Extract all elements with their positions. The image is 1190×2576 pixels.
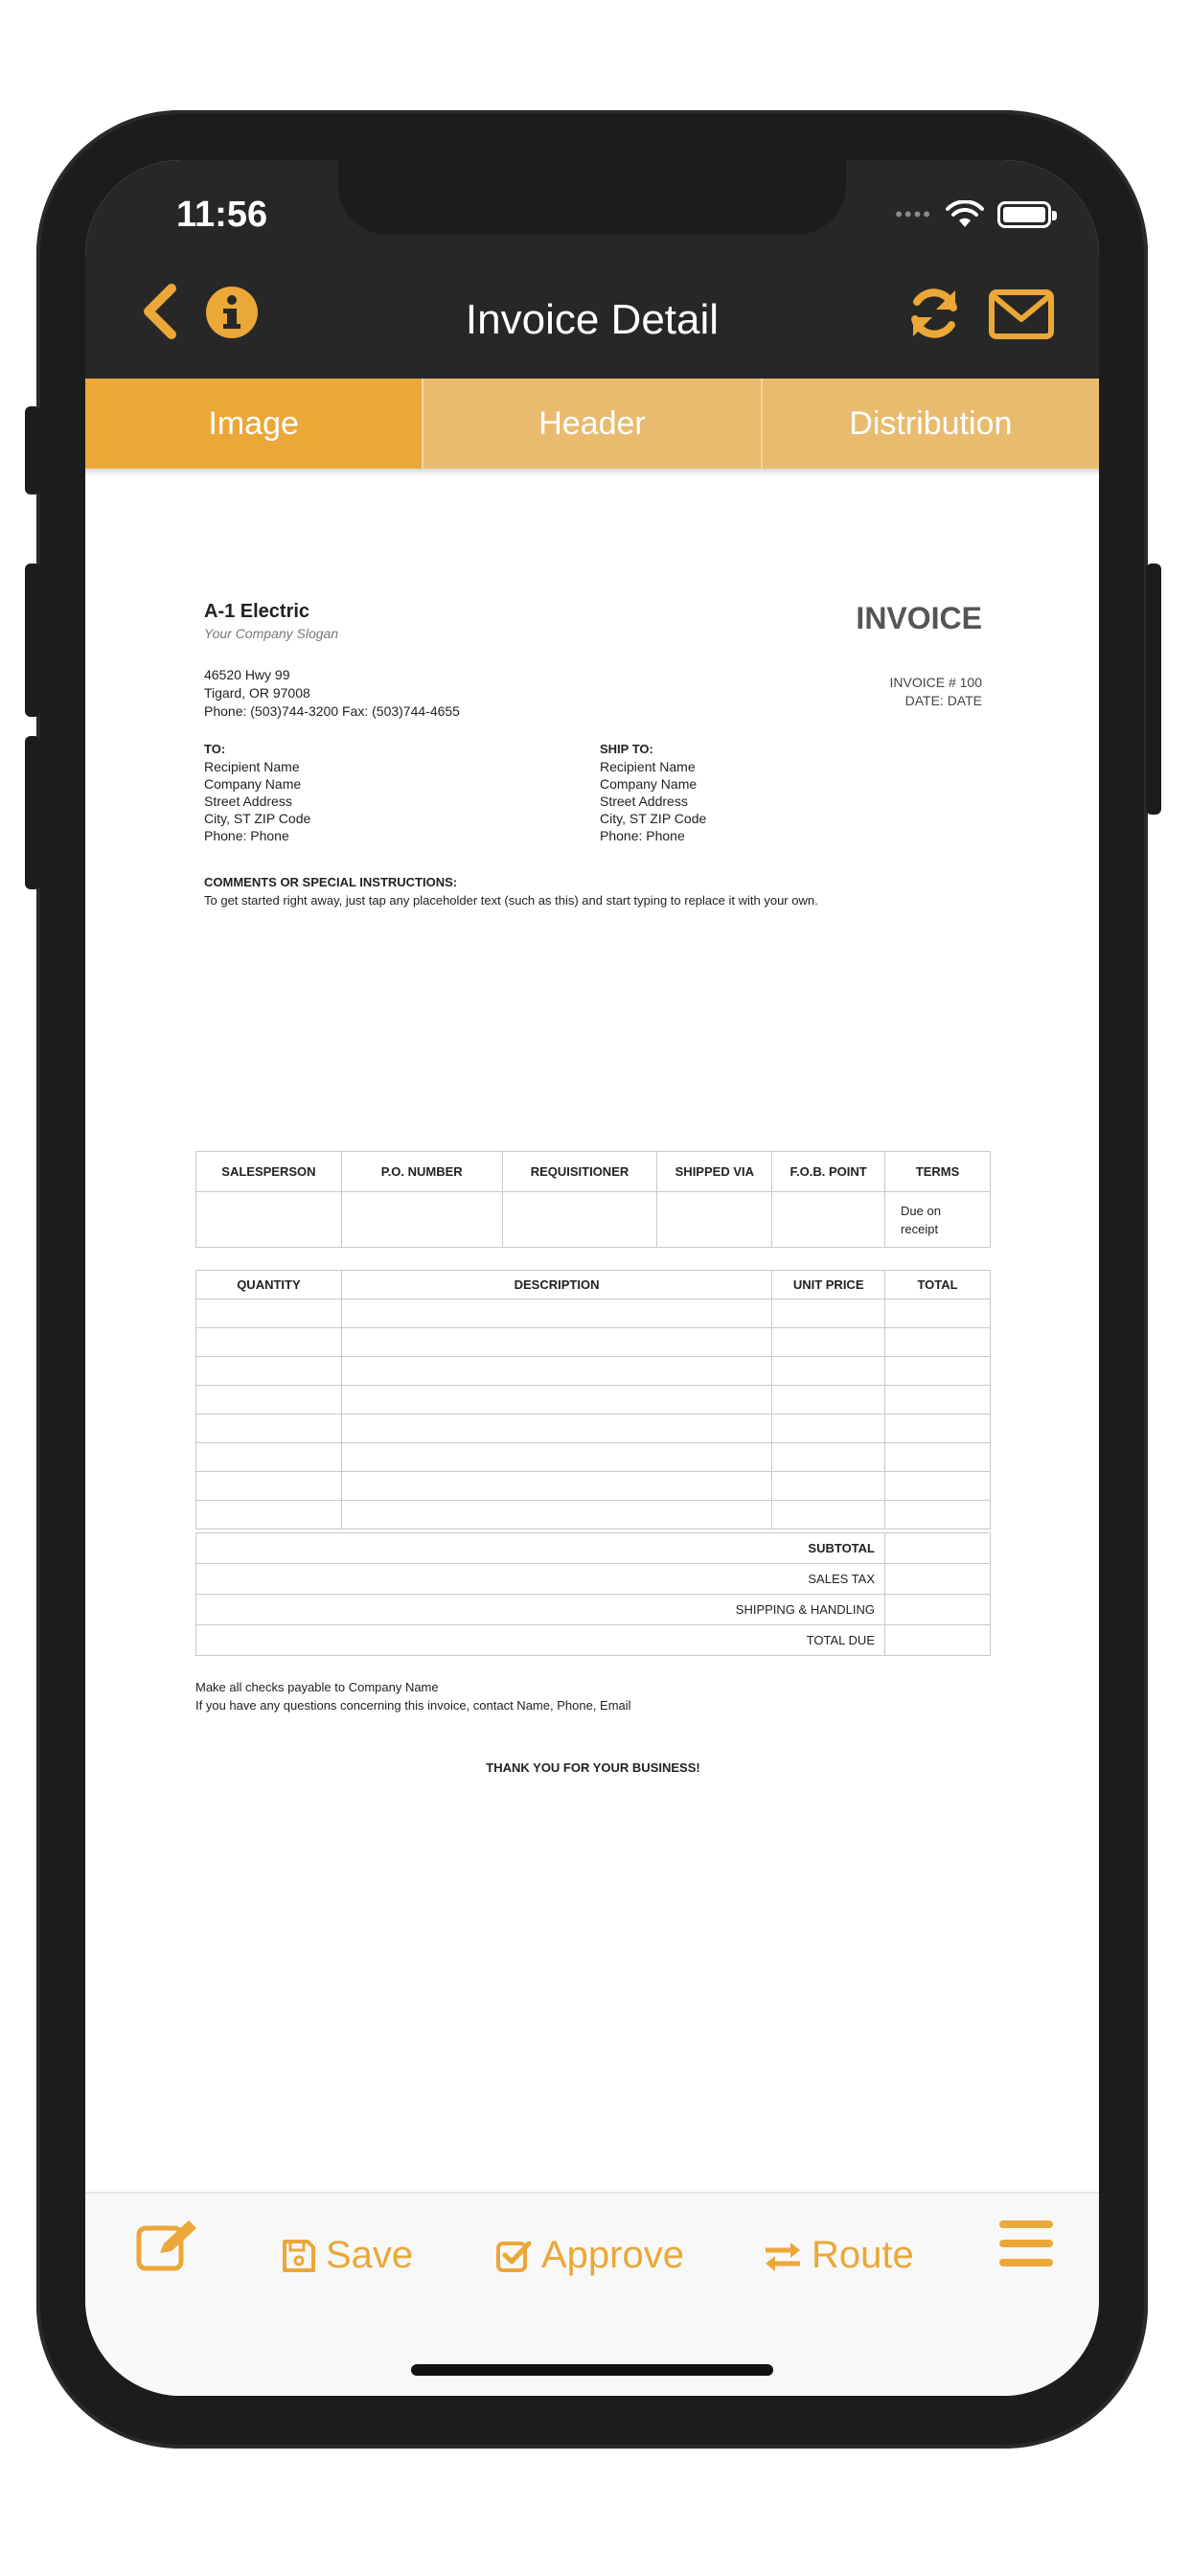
status-indicators [895, 200, 1051, 229]
table-row [196, 1328, 991, 1357]
notch [338, 160, 846, 235]
table-cell [502, 1192, 657, 1248]
ship-to-line: Company Name [600, 776, 698, 792]
page-title: Invoice Detail [465, 296, 720, 343]
table-row [196, 1300, 991, 1328]
address-line: Tigard, OR 97008 [204, 685, 310, 701]
bill-to-line: Street Address [204, 794, 292, 809]
company-slogan: Your Company Slogan [204, 626, 339, 641]
edit-icon [135, 2219, 200, 2274]
company-name: A-1 Electric [204, 601, 310, 622]
mute-switch [25, 406, 40, 494]
tab-header[interactable]: Header [423, 379, 762, 469]
tab-shadow [85, 469, 1099, 476]
save-button[interactable] [282, 2234, 413, 2277]
refresh-icon[interactable] [905, 285, 963, 347]
total-due-label: TOTAL DUE [196, 1625, 885, 1656]
save-icon [282, 2239, 316, 2273]
phone-fax: Phone: (503)744-3200 Fax: (503)744-4655 [204, 703, 460, 719]
ship-to-heading: SHIP TO: [600, 742, 653, 756]
comments-heading: COMMENTS OR SPECIAL INSTRUCTIONS: [204, 875, 458, 889]
payment-note-line: Make all checks payable to Company Name [195, 1680, 439, 1694]
tab-bar [85, 379, 1099, 469]
sales-tax-label: SALES TAX [196, 1564, 885, 1595]
table-row [196, 1192, 991, 1248]
table-header: REQUISITIONER [502, 1152, 657, 1192]
bill-to-line: City, ST ZIP Code [204, 811, 311, 826]
totals-table [195, 1532, 991, 1656]
shipping-label: SHIPPING & HANDLING [196, 1595, 885, 1625]
ship-to-line: Recipient Name [600, 759, 696, 774]
company-address [204, 666, 460, 721]
mail-icon[interactable] [988, 288, 1055, 345]
table-header: DESCRIPTION [341, 1271, 771, 1300]
table-row [196, 1501, 991, 1530]
sales-tax-value [885, 1564, 991, 1595]
table-row [196, 1357, 991, 1386]
cellular-signal-icon: •••• [895, 202, 932, 226]
table-row [196, 1414, 991, 1443]
table-cell [657, 1192, 772, 1248]
invoice-title: INVOICE [856, 601, 982, 635]
app-screen [85, 160, 1099, 2396]
approve-button[interactable] [495, 2234, 684, 2277]
menu-button[interactable] [997, 2219, 1055, 2268]
table-header: SALESPERSON [196, 1152, 342, 1192]
battery-icon [997, 201, 1051, 228]
order-info-table [195, 1151, 991, 1248]
wifi-icon [946, 200, 984, 229]
ship-to-line: City, ST ZIP Code [600, 811, 707, 826]
hamburger-menu-icon [997, 2219, 1055, 2268]
terms-cell: Due on receipt [885, 1192, 991, 1248]
comments-block [204, 873, 818, 909]
bill-to-line: Company Name [204, 776, 302, 792]
line-items-table [195, 1270, 991, 1530]
invoice-meta [890, 674, 983, 710]
approve-label: Approve [541, 2234, 684, 2276]
save-label: Save [326, 2234, 414, 2276]
table-cell [772, 1192, 885, 1248]
invoice-number: INVOICE # 100 [889, 675, 982, 690]
table-header: P.O. NUMBER [341, 1152, 502, 1192]
route-arrows-icon [764, 2241, 802, 2271]
address-line: 46520 Hwy 99 [204, 667, 290, 682]
payment-note-line: If you have any questions concerning this invoice, contact Name, Phone, Email [195, 1698, 631, 1713]
bill-to-line: Recipient Name [204, 759, 300, 774]
route-button[interactable] [764, 2234, 914, 2277]
bill-to-line: Phone: Phone [204, 828, 289, 843]
home-indicator[interactable] [411, 2364, 773, 2376]
tab-distribution[interactable]: Distribution [763, 379, 1099, 469]
power-button [1146, 564, 1161, 815]
table-header: SHIPPED VIA [657, 1152, 772, 1192]
table-header: TERMS [885, 1152, 991, 1192]
subtotal-label: SUBTOTAL [196, 1533, 885, 1564]
table-header: QUANTITY [196, 1271, 342, 1300]
invoice-image[interactable] [195, 601, 991, 1799]
table-header: F.O.B. POINT [772, 1152, 885, 1192]
table-header: TOTAL [885, 1271, 991, 1300]
table-cell [196, 1192, 342, 1248]
subtotal-value [885, 1533, 991, 1564]
table-row [196, 1472, 991, 1501]
total-due-value [885, 1625, 991, 1656]
table-row [196, 1386, 991, 1414]
approve-check-icon [495, 2239, 532, 2273]
table-cell [341, 1192, 502, 1248]
route-label: Route [812, 2234, 914, 2276]
tab-image[interactable]: Image [85, 379, 423, 469]
volume-up-button [25, 564, 40, 717]
thank-you-text: THANK YOU FOR YOUR BUSINESS! [486, 1760, 700, 1775]
shipping-value [885, 1595, 991, 1625]
ship-to-line: Street Address [600, 794, 688, 809]
invoice-date: DATE: DATE [904, 693, 982, 708]
bill-to-heading: TO: [204, 742, 226, 756]
table-row [196, 1443, 991, 1472]
top-bar [85, 160, 1099, 379]
payment-note [195, 1678, 631, 1714]
comments-text: To get started right away, just tap any placeholder text (such as this) and start typing to replace it with your own. [204, 893, 818, 908]
status-time: 11:56 [176, 195, 268, 235]
ship-to-line: Phone: Phone [600, 828, 685, 843]
volume-down-button [25, 736, 40, 889]
edit-button[interactable] [135, 2219, 200, 2274]
bill-to-block [204, 741, 310, 844]
table-header: UNIT PRICE [772, 1271, 885, 1300]
ship-to-block [600, 741, 706, 844]
